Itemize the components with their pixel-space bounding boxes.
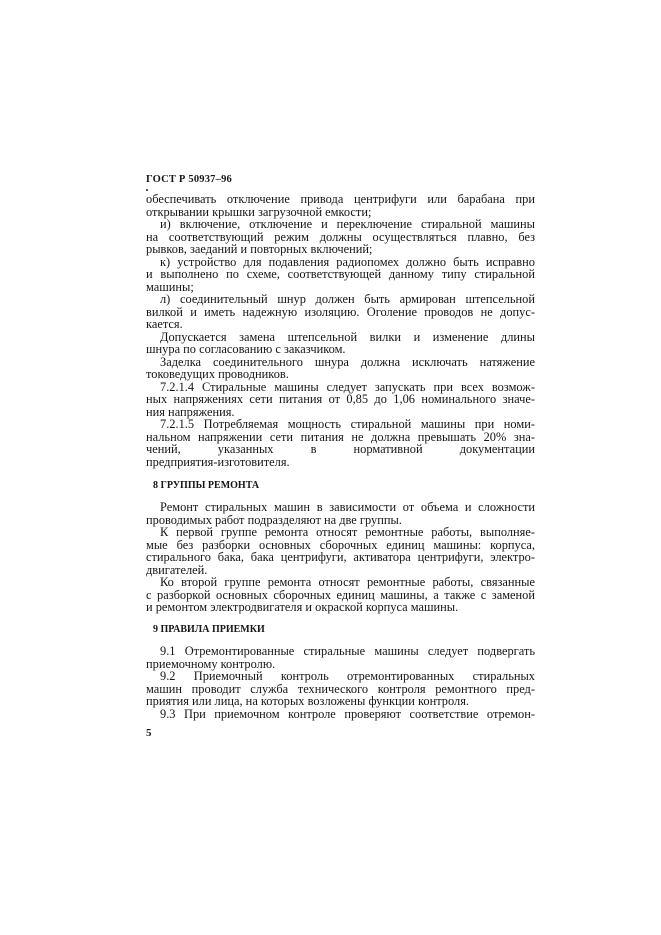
text-line: 7.2.1.4 Стиральные машины следует запускать при всех возмож- bbox=[160, 379, 535, 394]
text-line: К первой группе ремонта относят ремонтные работы, выполняе- bbox=[160, 525, 535, 539]
section-8-text bbox=[146, 501, 535, 614]
text-line: нальном напряжении сети питания не должна превышать 20% зна- bbox=[146, 429, 535, 444]
text-line: и) включение, отключение и переключение стиральной машины bbox=[160, 217, 535, 231]
text-line: и ремонтом электродвигателя и окраской корпуса машины. bbox=[146, 600, 459, 614]
text-line: чений, указанных в нормативной документации bbox=[146, 442, 535, 456]
text-line: Ремонт стиральных машин в зависимости от объема и сложности bbox=[160, 500, 535, 514]
text-line: и выполнено по схеме, соответствующей данному типу стиральной bbox=[146, 267, 535, 281]
page-number: 5 bbox=[146, 727, 152, 739]
text-line: шнура по согласованию с заказчиком. bbox=[146, 342, 346, 356]
text-line: 7.2.1.5 Потребляемая мощность стиральной машины при номи- bbox=[160, 417, 535, 431]
text-line: на соответствующий режим должны осуществляться плавно, без bbox=[146, 229, 535, 244]
text-line: приятия или лица, на которых возложены функции контроля. bbox=[146, 694, 470, 708]
section-9-text bbox=[146, 645, 535, 720]
section-9-heading: 9 ПРАВИЛА ПРИЕМКИ bbox=[153, 624, 265, 635]
section-7-text bbox=[146, 193, 535, 468]
text-line: Ко второй группе ремонта относят ремонтные работы, связанные bbox=[160, 575, 535, 589]
text-line: машин проводит служба технического контроля ремонтного пред- bbox=[146, 681, 535, 696]
text-line: мые без разборки основных сборочных единиц машины: корпуса, bbox=[146, 537, 535, 552]
mark-dot bbox=[146, 189, 148, 191]
text-line: ных напряжениях сети питания от 0,85 до 1,06 номинального значе- bbox=[146, 392, 535, 406]
text-line: с разборкой основных сборочных единиц машины, а также с заменой bbox=[146, 587, 535, 602]
text-line: 9.1 Отремонтированные стиральные машины следует подвергать bbox=[160, 644, 535, 658]
text-line: 9.3 При приемочном контроле проверяют соответствие отремон- bbox=[160, 706, 535, 721]
text-line: двигателей. bbox=[146, 562, 208, 577]
section-8-heading: 8 ГРУППЫ РЕМОНТА bbox=[153, 480, 260, 491]
text-line: токоведущих проводников. bbox=[146, 367, 289, 381]
text-line: открывании крышки загрузочной емкости; bbox=[146, 204, 372, 219]
text-line: л) соединительный шнур должен быть армирован штепсельной bbox=[160, 292, 535, 306]
text-line: приемочному контролю. bbox=[146, 656, 276, 671]
text-line: кается. bbox=[146, 317, 183, 331]
text-line: проводимых работ подразделяют на две группы. bbox=[146, 512, 402, 527]
document-header: ГОСТ Р 50937–96 bbox=[146, 174, 232, 185]
text-line: обеспечивать отключение привода центрифуги или барабана при bbox=[146, 192, 535, 206]
text-line: машины; bbox=[146, 279, 194, 294]
text-line: Заделка соединительного шнура должна исключать натяжение bbox=[160, 354, 535, 369]
text-line: 9.2 Приемочный контроль отремонтированных стиральных bbox=[160, 669, 535, 683]
text-line: к) устройство для подавления радиопомех должно быть исправно bbox=[160, 254, 535, 269]
text-line: предприятия-изготовителя. bbox=[146, 454, 290, 469]
text-line: стирального бака, бака центрифуги, активатора центрифуги, электро- bbox=[146, 550, 535, 564]
text-line: рывков, заеданий и повторных включений; bbox=[146, 242, 373, 256]
text-line: ния напряжения. bbox=[146, 404, 235, 419]
text-line: Допускается замена штепсельной вилки и изменение длины bbox=[160, 329, 535, 344]
text-line: вилкой и иметь надежную изоляцию. Оголение проводов не допус- bbox=[146, 304, 535, 319]
